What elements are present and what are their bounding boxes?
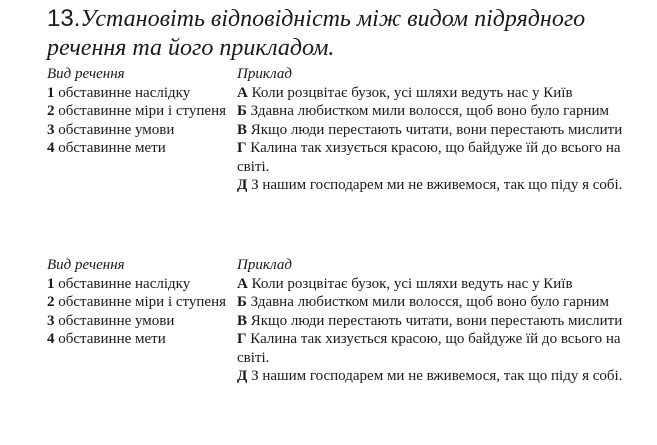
example-item: [237, 102, 632, 121]
type-text: обставинне умови: [54, 312, 175, 329]
examples-header: Приклад: [237, 257, 292, 273]
question-number: 13.: [47, 5, 81, 32]
type-item: [47, 139, 232, 158]
example-key: Б: [237, 103, 247, 119]
example-item: [237, 84, 632, 103]
type-key: 2: [47, 294, 55, 310]
type-key: 1: [47, 84, 55, 101]
example-text: Якщо люди перестають читати, вони перестають мислити: [247, 312, 623, 329]
examples-column: [237, 65, 632, 195]
type-text: обставинне умови: [54, 121, 175, 138]
sentence-types-column: [47, 65, 232, 158]
type-text: обставинне мети: [54, 140, 166, 156]
types-header: Вид речення: [47, 66, 125, 82]
example-item: [237, 293, 632, 312]
question-text: Установіть відповідність між видом підрядного речення та його прикладом.: [47, 6, 586, 61]
example-text: Калина так хизується красою, що байдуже їй до всього на світі.: [237, 331, 621, 366]
example-key: Д: [237, 177, 248, 193]
example-key: В: [237, 312, 248, 329]
type-key: 3: [47, 121, 55, 138]
example-key: В: [237, 121, 248, 138]
type-text: обставинне міри і ступеня: [54, 294, 226, 310]
example-text: Здавна любистком мили волосся, щоб воно було гарним: [246, 103, 609, 119]
example-text: Здавна любистком мили волосся, щоб воно було гарним: [246, 294, 609, 310]
question-heading: [47, 4, 647, 63]
example-key: Г: [237, 331, 247, 347]
type-text: обставинне мети: [54, 331, 166, 347]
type-text: обставинне наслідку: [54, 84, 191, 101]
example-item: [237, 312, 632, 331]
type-key: 2: [47, 103, 55, 119]
type-item: [47, 84, 232, 103]
example-key: Б: [237, 294, 247, 310]
example-key: Г: [237, 140, 247, 156]
sentence-types-column: [47, 256, 232, 349]
example-key: Д: [237, 368, 248, 384]
examples-header: Приклад: [237, 66, 292, 82]
example-text: З нашим господарем ми не вживемося, так що піду я собі.: [247, 177, 623, 193]
type-item: [47, 312, 232, 331]
example-text: Коли розцвітає бузок, усі шляхи ведуть нас у Київ: [247, 84, 573, 101]
example-item: [237, 121, 632, 140]
example-item: [237, 330, 632, 367]
example-key: А: [237, 275, 248, 292]
type-key: 1: [47, 275, 55, 292]
example-key: А: [237, 84, 248, 101]
type-item: [47, 275, 232, 294]
type-text: обставинне міри і ступеня: [54, 103, 226, 119]
type-key: 4: [47, 140, 55, 156]
example-text: З нашим господарем ми не вживемося, так що піду я собі.: [247, 368, 623, 384]
type-text: обставинне наслідку: [54, 275, 191, 292]
type-key: 3: [47, 312, 55, 329]
type-item: [47, 102, 232, 121]
example-text: Коли розцвітає бузок, усі шляхи ведуть нас у Київ: [247, 275, 573, 292]
examples-column: [237, 256, 632, 386]
example-item: [237, 176, 632, 195]
type-item: [47, 293, 232, 312]
type-item: [47, 330, 232, 349]
example-text: Якщо люди перестають читати, вони перестають мислити: [247, 121, 623, 138]
type-key: 4: [47, 331, 55, 347]
example-item: [237, 275, 632, 294]
example-item: [237, 367, 632, 386]
example-text: Калина так хизується красою, що байдуже їй до всього на світі.: [237, 140, 621, 175]
types-header: Вид речення: [47, 257, 125, 273]
type-item: [47, 121, 232, 140]
example-item: [237, 139, 632, 176]
